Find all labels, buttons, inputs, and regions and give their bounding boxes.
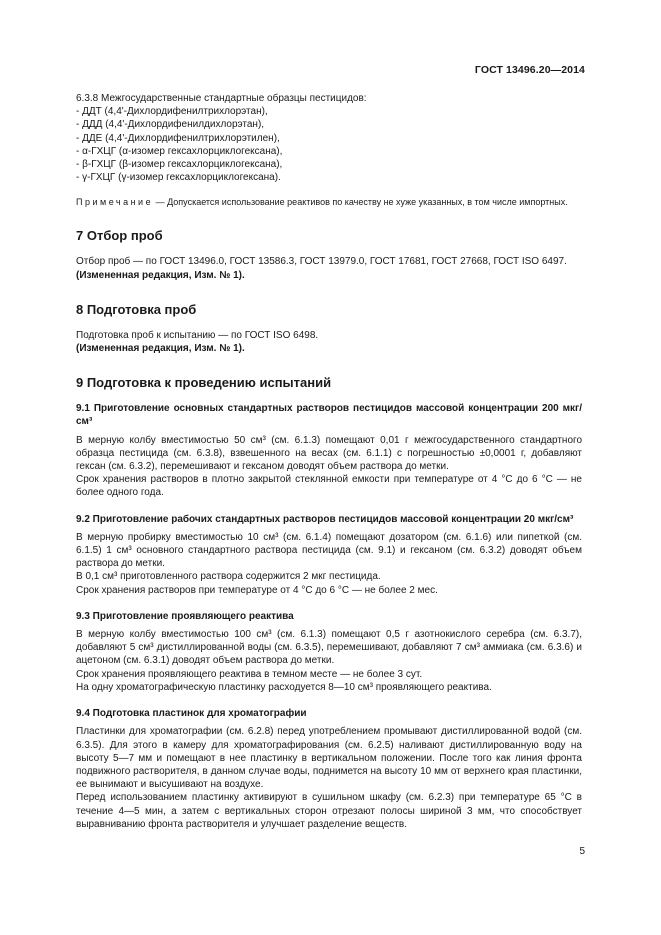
- list-item: - α-ГХЦГ (α-изомер гексахлорциклогексана),: [76, 145, 283, 157]
- clause-9-4-title: 9.4 Подготовка пластинок для хроматографии: [76, 708, 307, 720]
- section-9-title: 9 Подготовка к проведению испытаний: [76, 375, 332, 391]
- page-number: 5: [579, 846, 585, 857]
- section-8-edit-note: (Измененная редакция, Изм. № 1).: [76, 343, 245, 355]
- list-item: - ДДТ (4,4'-Дихлордифенилтрихлорэтан),: [76, 106, 268, 118]
- section-8-text: Подготовка проб к испытанию — по ГОСТ ISO 6498.: [76, 329, 319, 341]
- clause-9-4-p1: Пластинки для хроматографии (см. 6.2.8) перед употреблением промывают дистиллированной водой (см. 6.3.5). Для этого в камеру для хроматографирования (см. 6.2.5) наливают дистиллированную воду на высоту 5—7 мм и помещают в нее пластинку в вертикальном положении. После того как линия фронта подвижного растворителя, в данном случае воды, поднимется на высоту 10 мм от верхнего края пластинки, ее вынимают и высушивают на воздухе.: [76, 726, 582, 791]
- clause-9-2-p3: Срок хранения растворов при температуре от 4 °С до 6 °С — не более 2 мес.: [76, 584, 438, 596]
- clause-9-3-p1: В мерную колбу вместимостью 100 см³ (см. 6.1.3) помещают 0,5 г азотнокислого серебра (см. 6.3.7), добавляют 5 см³ дистиллированной воды (см. 6.3.5), перемешивают, добавляют 7 см³ аммиака (см. 6.3.6) и ацетоном (см. 6.3.1) доводят объем раствора до метки.: [76, 629, 582, 667]
- section-7-edit-note: (Измененная редакция, Изм. № 1).: [76, 269, 245, 281]
- pesticide-list: [76, 105, 582, 184]
- list-item: - ДДД (4,4'-Дихлордифенилдихлорэтан),: [76, 119, 265, 131]
- clause-9-1-p1: В мерную колбу вместимостью 50 см³ (см. 6.1.3) помещают 0,01 г межгосударственного стандартного образца пестицида (см. 6.3.8), взвешенного на весах (см. 6.1.1) с погрешностью ±0,0001 г, добавляют гексан (см. 6.3.2), перемешивают и гексаном доводят объем раствора до метки.: [76, 434, 582, 473]
- clause-9-1-title: 9.1 Приготовление основных стандартных растворов пестицидов массовой концентрации 200 мкг/см³: [76, 403, 582, 428]
- list-item: - β-ГХЦГ (β-изомер гексахлорциклогексана),: [76, 159, 283, 171]
- note-text: — Допускается использование реактивов по качеству не хуже указанных, в том числе импортных.: [153, 197, 568, 208]
- clause-9-2-p2: В 0,1 см³ приготовленного раствора содержится 2 мкг пестицида.: [76, 571, 381, 583]
- section-7-text: Отбор проб — по ГОСТ 13496.0, ГОСТ 13586.3, ГОСТ 13979.0, ГОСТ 17681, ГОСТ 27668, ГОСТ ISO 6497.: [76, 256, 567, 268]
- clause-9-2-title: 9.2 Приготовление рабочих стандартных растворов пестицидов массовой концентрации 20 мкг/см³: [76, 513, 574, 525]
- clause-9-4-p2: Перед использованием пластинку активируют в сушильном шкафу (см. 6.2.3) при температуре 65 °С в течение 4—5 мин, а затем с вертикальных сторон отрезают полосы шириной 3 мм, что способствует выравниванию фронта растворителя и улучшает разделение веществ.: [76, 792, 582, 830]
- list-item: - γ-ГХЦГ (γ-изомер гексахлорциклогексана).: [76, 172, 281, 184]
- section-8-title: 8 Подготовка проб: [76, 301, 197, 317]
- clause-9-3-p3: На одну хроматографическую пластинку расходуется 8—10 см³ проявляющего реактива.: [76, 681, 492, 693]
- document-code-header: ГОСТ 13496.20—2014: [474, 64, 585, 76]
- section-7-title: 7 Отбор проб: [76, 228, 163, 244]
- clause-9-2-p1: В мерную пробирку вместимостью 10 см³ (см. 6.1.4) помещают дозатором (см. 6.1.6) или пипеткой (см. 6.1.5) 1 см³ основного стандартного раствора пестицида (см. 9.1) и гексаном (см. 6.3.2) доводят объем раствора до метки.: [76, 531, 582, 570]
- note-label: Примечание: [76, 197, 154, 208]
- clause-9-3-title: 9.3 Приготовление проявляющего реактива: [76, 610, 294, 622]
- clause-9-1-p2: Срок хранения растворов в плотно закрытой стеклянной емкости при температуре от 4 °С до 6 °С — не более одного года.: [76, 474, 582, 499]
- clause-9-3-p2: Срок хранения проявляющего реактива в темном месте — не более 3 сут.: [76, 668, 423, 680]
- note: [76, 196, 582, 208]
- clause-6-3-8-intro: 6.3.8 Межгосударственные стандартные образцы пестицидов:: [76, 93, 367, 104]
- document-body: [76, 92, 582, 831]
- list-item: - ДДЕ (4,4'-Дихлордифенилтрихлорэтилен),: [76, 132, 280, 144]
